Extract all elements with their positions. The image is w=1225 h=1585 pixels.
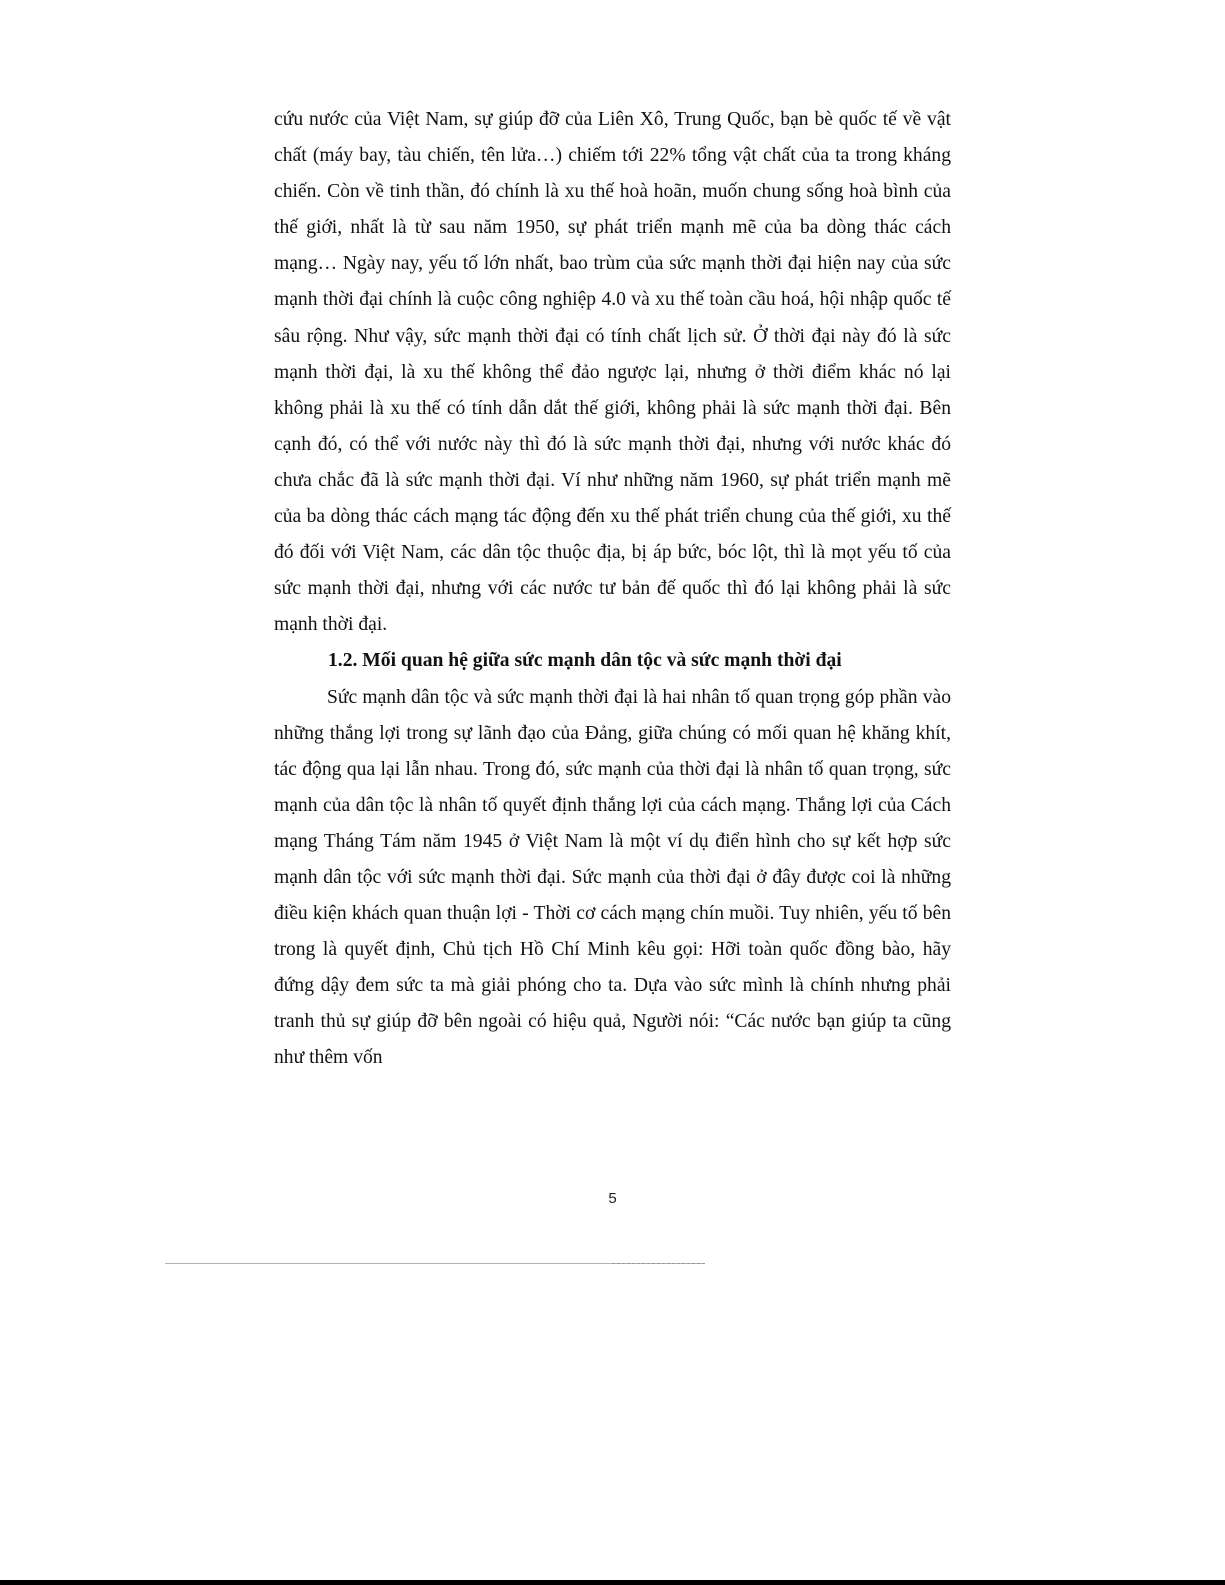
page-bottom-border [0,1580,1225,1585]
footer-divider-dashed [612,1263,705,1264]
section-heading: 1.2. Mối quan hệ giữa sức mạnh dân tộc và sức mạnh thời đại [328,650,842,672]
body-paragraph: Sức mạnh dân tộc và sức mạnh thời đại là hai nhân tố quan trọng góp phần vào những thắng lợi trong sự lãnh đạo của Đảng, giữa chúng có mối quan hệ khăng khít, tác động qua lại lẫn nhau. Trong đó, sức mạnh của thời đại là nhân tố quan trọng, sức mạnh của dân tộc là nhân tố quyết định thắng lợi của cách mạng. Thắng lợi của Cách mạng Tháng Tám năm 1945 ở Việt Nam là một ví dụ điển hình cho sự kết hợp sức mạnh dân tộc với sức mạnh thời đại. Sức mạnh của thời đại ở đây được coi là những điều kiện khách quan thuận lợi - Thời cơ cách mạng chín muồi. Tuy nhiên, yếu tố bên trong là quyết định, Chủ tịch Hồ Chí Minh kêu gọi: Hỡi toàn quốc đồng bào, hãy đứng dậy đem sức ta mà giải phóng cho ta. Dựa vào sức mình là chính nhưng phải tranh thủ sự giúp đỡ bên ngoài có hiệu quả, Người nói: “Các nước bạn giúp ta cũng như thêm vốn [274,686,951,1069]
page-number: 5 [608,1190,617,1207]
body-paragraph: cứu nước của Việt Nam, sự giúp đỡ của Liên Xô, Trung Quốc, bạn bè quốc tế về vật chất (máy bay, tàu chiến, tên lửa…) chiếm tới 22% tổng vật chất của ta trong kháng chiến. Còn về tinh thần, đó chính là xu thế hoà hoãn, muốn chung sống hoà bình của thế giới, nhất là từ sau năm 1950, sự phát triển mạnh mẽ của ba dòng thác cách mạng… Ngày nay, yếu tố lớn nhất, bao trùm của sức mạnh thời đại hiện nay của sức mạnh thời đại chính là cuộc công nghiệp 4.0 và xu thế toàn cầu hoá, hội nhập quốc tế sâu rộng. Như vậy, sức mạnh thời đại có tính chất lịch sử. Ở thời đại này đó là sức mạnh thời đại, là xu thế không thể đảo ngược lại, nhưng ở thời điểm khác nó lại không phải là xu thế có tính dẫn dắt thế giới, không phải là sức mạnh thời đại. Bên cạnh đó, có thể với nước này thì đó là sức mạnh thời đại, nhưng với nước khác đó chưa chắc đã là sức mạnh thời đại. Ví như những năm 1960, sự phát triển mạnh mẽ của ba dòng thác cách mạng tác động đến xu thế phát triển chung của thế giới, xu thế đó đối với Việt Nam, các dân tộc thuộc địa, bị áp bức, bóc lột, thì là mọt yếu tố của sức mạnh thời đại, nhưng với các nước tư bản đế quốc thì đó lại không phải là sức mạnh thời đại. [274,109,951,636]
page-body [274,102,951,1077]
